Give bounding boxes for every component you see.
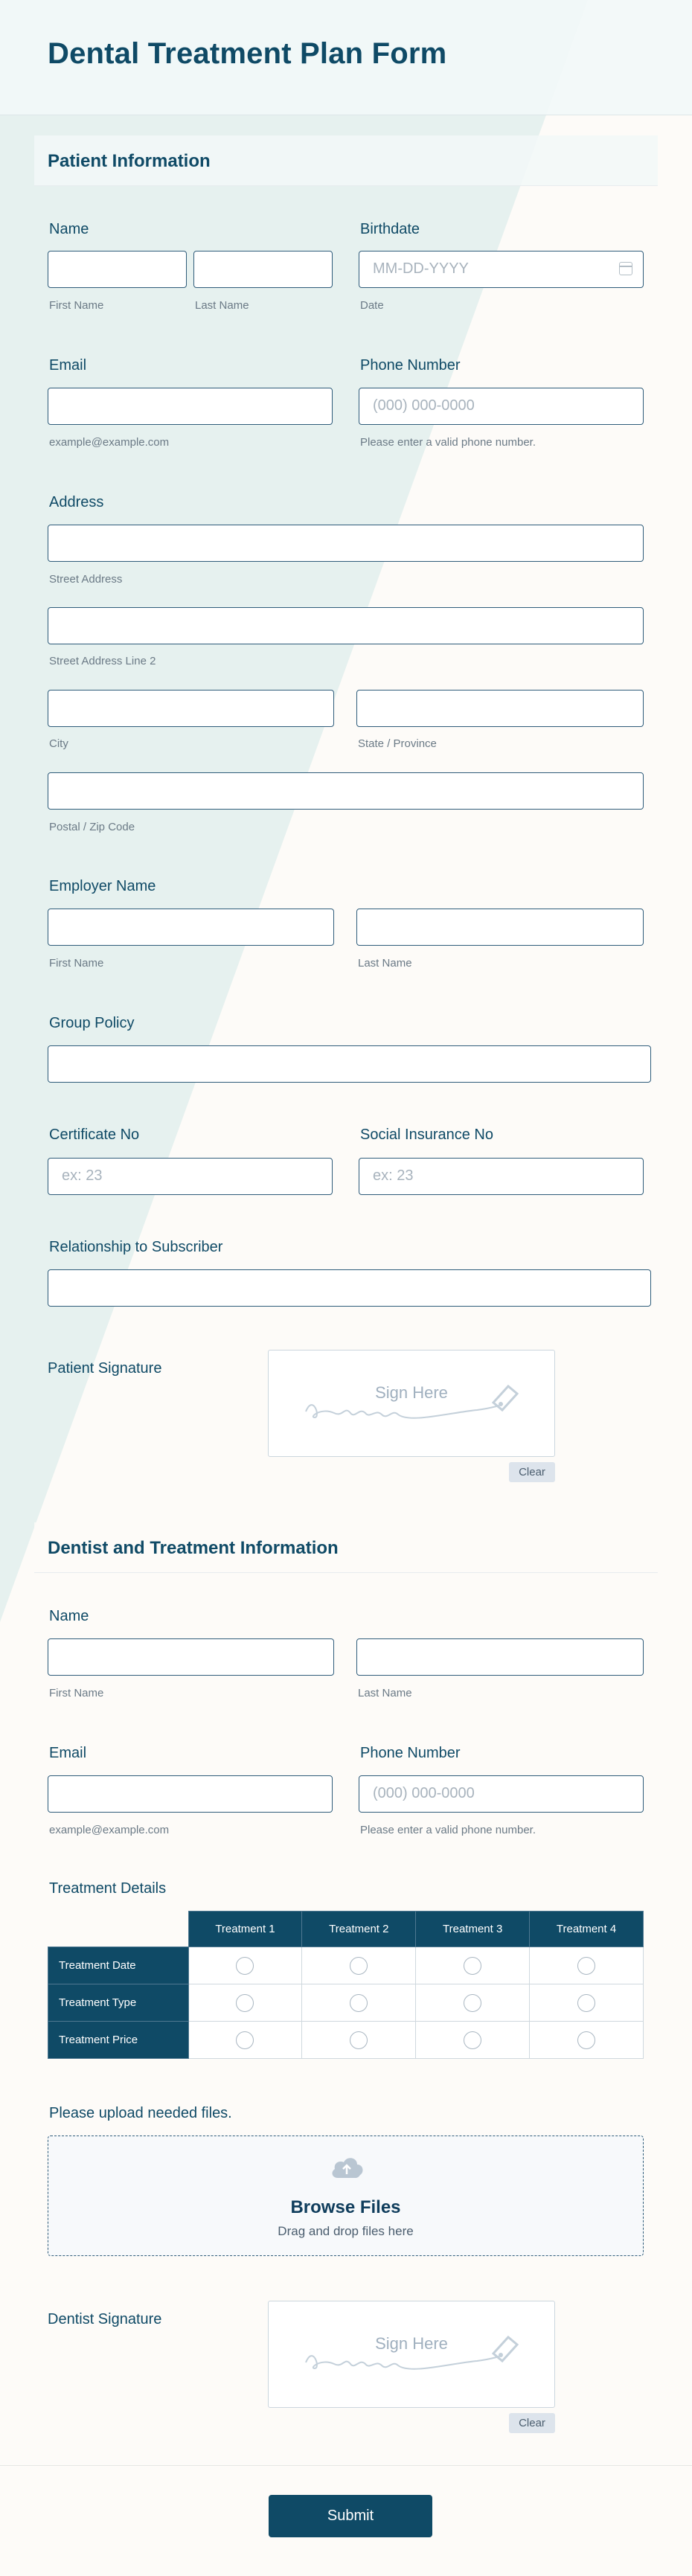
matrix-radio[interactable] <box>577 1957 595 1975</box>
matrix-radio[interactable] <box>464 1957 481 1975</box>
matrix-radio[interactable] <box>464 1994 481 2012</box>
matrix-column-header: Treatment 2 <box>302 1912 416 1947</box>
dentist-sign-here-hint: Sign Here <box>375 2334 448 2353</box>
matrix-radio[interactable] <box>577 1994 595 2012</box>
dentist-name-label: Name <box>49 1608 89 1624</box>
employer-last-name-input[interactable] <box>356 909 644 946</box>
city-sublabel: City <box>49 737 68 750</box>
dentist-section-title: Dentist and Treatment Information <box>48 1538 339 1558</box>
matrix-radio[interactable] <box>464 2031 481 2049</box>
social-insurance-input[interactable] <box>359 1158 644 1195</box>
patient-last-name-input[interactable] <box>193 251 333 288</box>
patient-signature-clear-button[interactable]: Clear <box>509 1462 555 1482</box>
dentist-phone-input[interactable] <box>359 1775 644 1813</box>
relationship-input[interactable] <box>48 1269 651 1307</box>
certificate-label: Certificate No <box>49 1127 140 1143</box>
patient-phone-input[interactable] <box>359 388 644 425</box>
matrix-column-header: Treatment 4 <box>530 1912 644 1947</box>
dentist-signature-clear-button[interactable]: Clear <box>509 2413 555 2433</box>
patient-phone-sublabel: Please enter a valid phone number. <box>360 436 536 449</box>
drag-drop-text: Drag and drop files here <box>278 2224 414 2238</box>
cloud-upload-icon <box>329 2153 365 2182</box>
matrix-column-header: Treatment 1 <box>188 1912 302 1947</box>
birthdate-sublabel: Date <box>360 299 384 312</box>
treatment-matrix <box>48 1911 644 2059</box>
birthdate-placeholder: MM-DD-YYYY <box>373 260 469 277</box>
matrix-radio[interactable] <box>350 1994 368 2012</box>
treatment-details-label: Treatment Details <box>49 1880 167 1897</box>
birthdate-input[interactable] <box>359 251 644 288</box>
street-address-2-input[interactable] <box>48 607 644 644</box>
matrix-row-header: Treatment Type <box>48 1984 189 2022</box>
dentist-first-name-sublabel: First Name <box>49 1687 104 1699</box>
patient-email-sublabel: example@example.com <box>49 436 170 449</box>
dentist-phone-placeholder: (000) 000-0000 <box>373 1785 475 1801</box>
matrix-row-header: Treatment Price <box>48 2022 189 2059</box>
page-title: Dental Treatment Plan Form <box>48 37 447 70</box>
address-label: Address <box>49 494 104 510</box>
patient-first-name-sublabel: First Name <box>49 299 104 312</box>
patient-phone-placeholder: (000) 000-0000 <box>373 397 475 414</box>
postal-code-sublabel: Postal / Zip Code <box>49 821 135 833</box>
social-insurance-placeholder: ex: 23 <box>373 1167 414 1184</box>
matrix-radio[interactable] <box>350 1957 368 1975</box>
city-input[interactable] <box>48 690 334 727</box>
patient-phone-label: Phone Number <box>360 357 461 374</box>
calendar-icon[interactable] <box>619 262 632 275</box>
matrix-corner <box>48 1912 189 1947</box>
dentist-first-name-input[interactable] <box>48 1638 334 1676</box>
matrix-row <box>48 1947 644 1984</box>
patient-first-name-input[interactable] <box>48 251 187 288</box>
signature-scribble-icon <box>298 2331 529 2383</box>
matrix-row-header: Treatment Date <box>48 1947 189 1984</box>
dentist-phone-label: Phone Number <box>360 1745 461 1761</box>
postal-code-input[interactable] <box>48 772 644 810</box>
file-upload-dropzone[interactable] <box>48 2136 644 2256</box>
signature-scribble-icon <box>298 1380 529 1432</box>
matrix-radio[interactable] <box>236 1957 254 1975</box>
social-insurance-label: Social Insurance No <box>360 1127 493 1143</box>
dentist-signature-label: Dentist Signature <box>48 2311 162 2327</box>
dentist-email-input[interactable] <box>48 1775 333 1813</box>
patient-signature-pad[interactable] <box>268 1350 555 1457</box>
footer-divider <box>0 2465 692 2466</box>
patient-email-label: Email <box>49 357 87 374</box>
submit-button[interactable]: Submit <box>269 2495 432 2537</box>
employer-name-label: Employer Name <box>49 878 156 894</box>
dentist-phone-sublabel: Please enter a valid phone number. <box>360 1824 536 1836</box>
relationship-label: Relationship to Subscriber <box>49 1239 223 1255</box>
employer-last-name-sublabel: Last Name <box>358 957 412 970</box>
street-address-input[interactable] <box>48 525 644 562</box>
patient-sign-here-hint: Sign Here <box>375 1383 448 1402</box>
birthdate-label: Birthdate <box>360 221 420 237</box>
upload-label: Please upload needed files. <box>49 2105 232 2121</box>
employer-first-name-sublabel: First Name <box>49 957 104 970</box>
street-address-2-sublabel: Street Address Line 2 <box>49 655 156 667</box>
matrix-radio[interactable] <box>350 2031 368 2049</box>
patient-signature-label: Patient Signature <box>48 1360 162 1377</box>
state-input[interactable] <box>356 690 644 727</box>
dentist-email-sublabel: example@example.com <box>49 1824 170 1836</box>
employer-first-name-input[interactable] <box>48 909 334 946</box>
group-policy-label: Group Policy <box>49 1015 135 1031</box>
matrix-column-header: Treatment 3 <box>416 1912 530 1947</box>
certificate-placeholder: ex: 23 <box>62 1167 103 1184</box>
matrix-radio[interactable] <box>236 2031 254 2049</box>
state-sublabel: State / Province <box>358 737 437 750</box>
matrix-radio[interactable] <box>236 1994 254 2012</box>
browse-files-text[interactable]: Browse Files <box>290 2197 401 2217</box>
dentist-last-name-input[interactable] <box>356 1638 644 1676</box>
patient-last-name-sublabel: Last Name <box>195 299 249 312</box>
patient-section-title: Patient Information <box>48 151 211 171</box>
dentist-email-label: Email <box>49 1745 87 1761</box>
patient-name-label: Name <box>49 221 89 237</box>
matrix-row <box>48 2022 644 2059</box>
patient-email-input[interactable] <box>48 388 333 425</box>
dentist-signature-pad[interactable] <box>268 2301 555 2408</box>
matrix-row <box>48 1984 644 2022</box>
group-policy-input[interactable] <box>48 1045 651 1083</box>
certificate-input[interactable] <box>48 1158 333 1195</box>
matrix-radio[interactable] <box>577 2031 595 2049</box>
dentist-last-name-sublabel: Last Name <box>358 1687 412 1699</box>
street-address-sublabel: Street Address <box>49 573 123 586</box>
